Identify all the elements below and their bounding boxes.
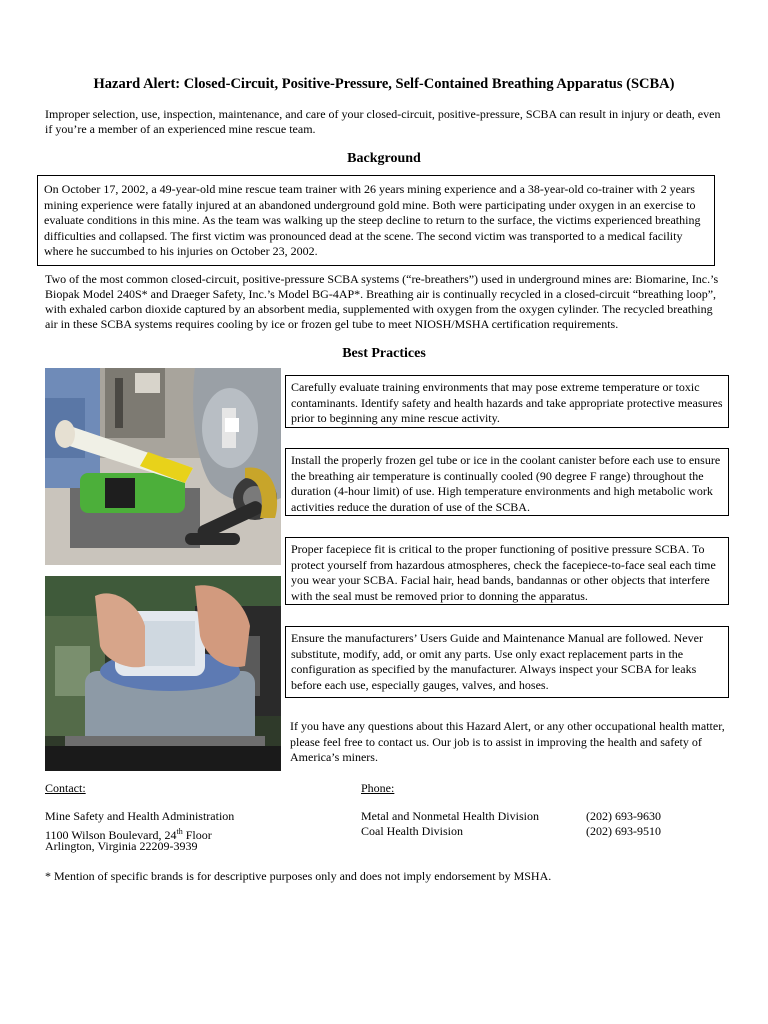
systems-paragraph: Two of the most common closed-circuit, positive-pressure SCBA systems (“re-breathers”) used in underground mines are: Biomarine, Inc.’s Biopak Model 240S* and Draeger Safety, Inc.’s Model BG-4AP*. Breathing air is continually recycled in a closed-circuit “breathing loop”, with exhaled carbon dioxide captured by an absorbent media, supplemented with oxygen from the oxygen cylinder. The recycled breathing air in these SCBA systems requires cooling by ice or frozen gel tube to meet NIOSH/MSHA certification requirements. (45, 272, 719, 331)
street-suffix: th (176, 827, 183, 836)
coolant-canister-illustration (45, 576, 281, 771)
footnote: * Mention of specific brands is for descriptive purposes only and does not imply endorsement by MSHA. (45, 869, 552, 883)
best-practice-tip-4 (285, 626, 729, 698)
phone-number-2: (202) 693-9510 (586, 824, 661, 838)
background-text: On October 17, 2002, a 49-year-old mine rescue team trainer with 26 years mining experience and a 38-year-old co-trainer with 2 years mining experience were fatally injured at an abandoned underground gold mine. Both were participating under oxygen in an exercise to evaluate conditions in this mine. As the team was walking up the steep decline to return to the surface, the victims experienced breathing difficulties and collapsed. The first victim was pronounced dead at the scene. The second victim was transported to a medical facility where he succumbed to his injuries on October 23, 2002. (44, 182, 701, 258)
intro-paragraph: Improper selection, use, inspection, maintenance, and care of your closed-circuit, positive-pressure, SCBA can result in injury or death, even if you’re a member of an experienced mine rescue team. (45, 107, 721, 136)
page-title: Hazard Alert: Closed-Circuit, Positive-Pressure, Self-Contained Breathing Apparatus (SCBA) (93, 76, 675, 92)
scba-unit-illustration (45, 368, 281, 565)
phone-division-1: Metal and Nonmetal Health Division (361, 809, 539, 823)
phone-label: Phone: (361, 781, 395, 795)
scba-unit-photo (45, 368, 281, 565)
best-practice-tip-3 (285, 537, 729, 605)
street-text: 1100 Wilson Boulevard, 24 (45, 828, 177, 842)
contact-label: Contact: (45, 781, 86, 795)
contact-city: Arlington, Virginia 22209-3939 (45, 839, 198, 853)
background-heading: Background (347, 151, 421, 166)
street-floor: Floor (182, 828, 212, 842)
phone-division-2: Coal Health Division (361, 824, 463, 838)
tip-4-text: Ensure the manufacturers’ Users Guide and Maintenance Manual are followed. Never substitute, modify, add, or omit any parts. Use only exact replacement parts in the configuration as specified by the manufacturer. Always inspect your SCBA for leaks before each use, especially gauges, valves, and hoses. (291, 631, 703, 692)
best-practices-heading: Best Practices (342, 346, 426, 361)
tip-2-text: Install the properly frozen gel tube or ice in the coolant canister before each use to ensure the breathing air temperature is continually cooled (90 degree F range) throughout the duration (4-hour limit) of use. High temperature environments and high metabolic work activities reduce the duration of use of the SCBA. (291, 453, 721, 514)
best-practice-tip-2 (285, 448, 729, 516)
phone-number-1: (202) 693-9630 (586, 809, 661, 823)
coolant-canister-photo (45, 576, 281, 771)
tip-3-text: Proper facepiece fit is critical to the proper functioning of positive pressure SCBA. To protect yourself from hazardous atmospheres, check the facepiece-to-face seal each time you wear your SCBA. Facial hair, head bands, bandannas or other objects that interfere with the seal must be removed prior to donning the apparatus. (291, 542, 716, 603)
contact-org: Mine Safety and Health Administration (45, 809, 235, 823)
tip-1-text: Carefully evaluate training environments that may pose extreme temperature or toxic contaminants. Identify safety and health hazards and take appropriate protective measures prior to beginning any mine rescue activity. (291, 380, 723, 425)
best-practice-tip-1 (285, 375, 729, 428)
closing-paragraph: If you have any questions about this Hazard Alert, or any other occupational health matter, please feel free to contact us. Our job is to assist in improving the health and safety of America’s miners. (290, 719, 725, 764)
background-box (37, 175, 715, 266)
